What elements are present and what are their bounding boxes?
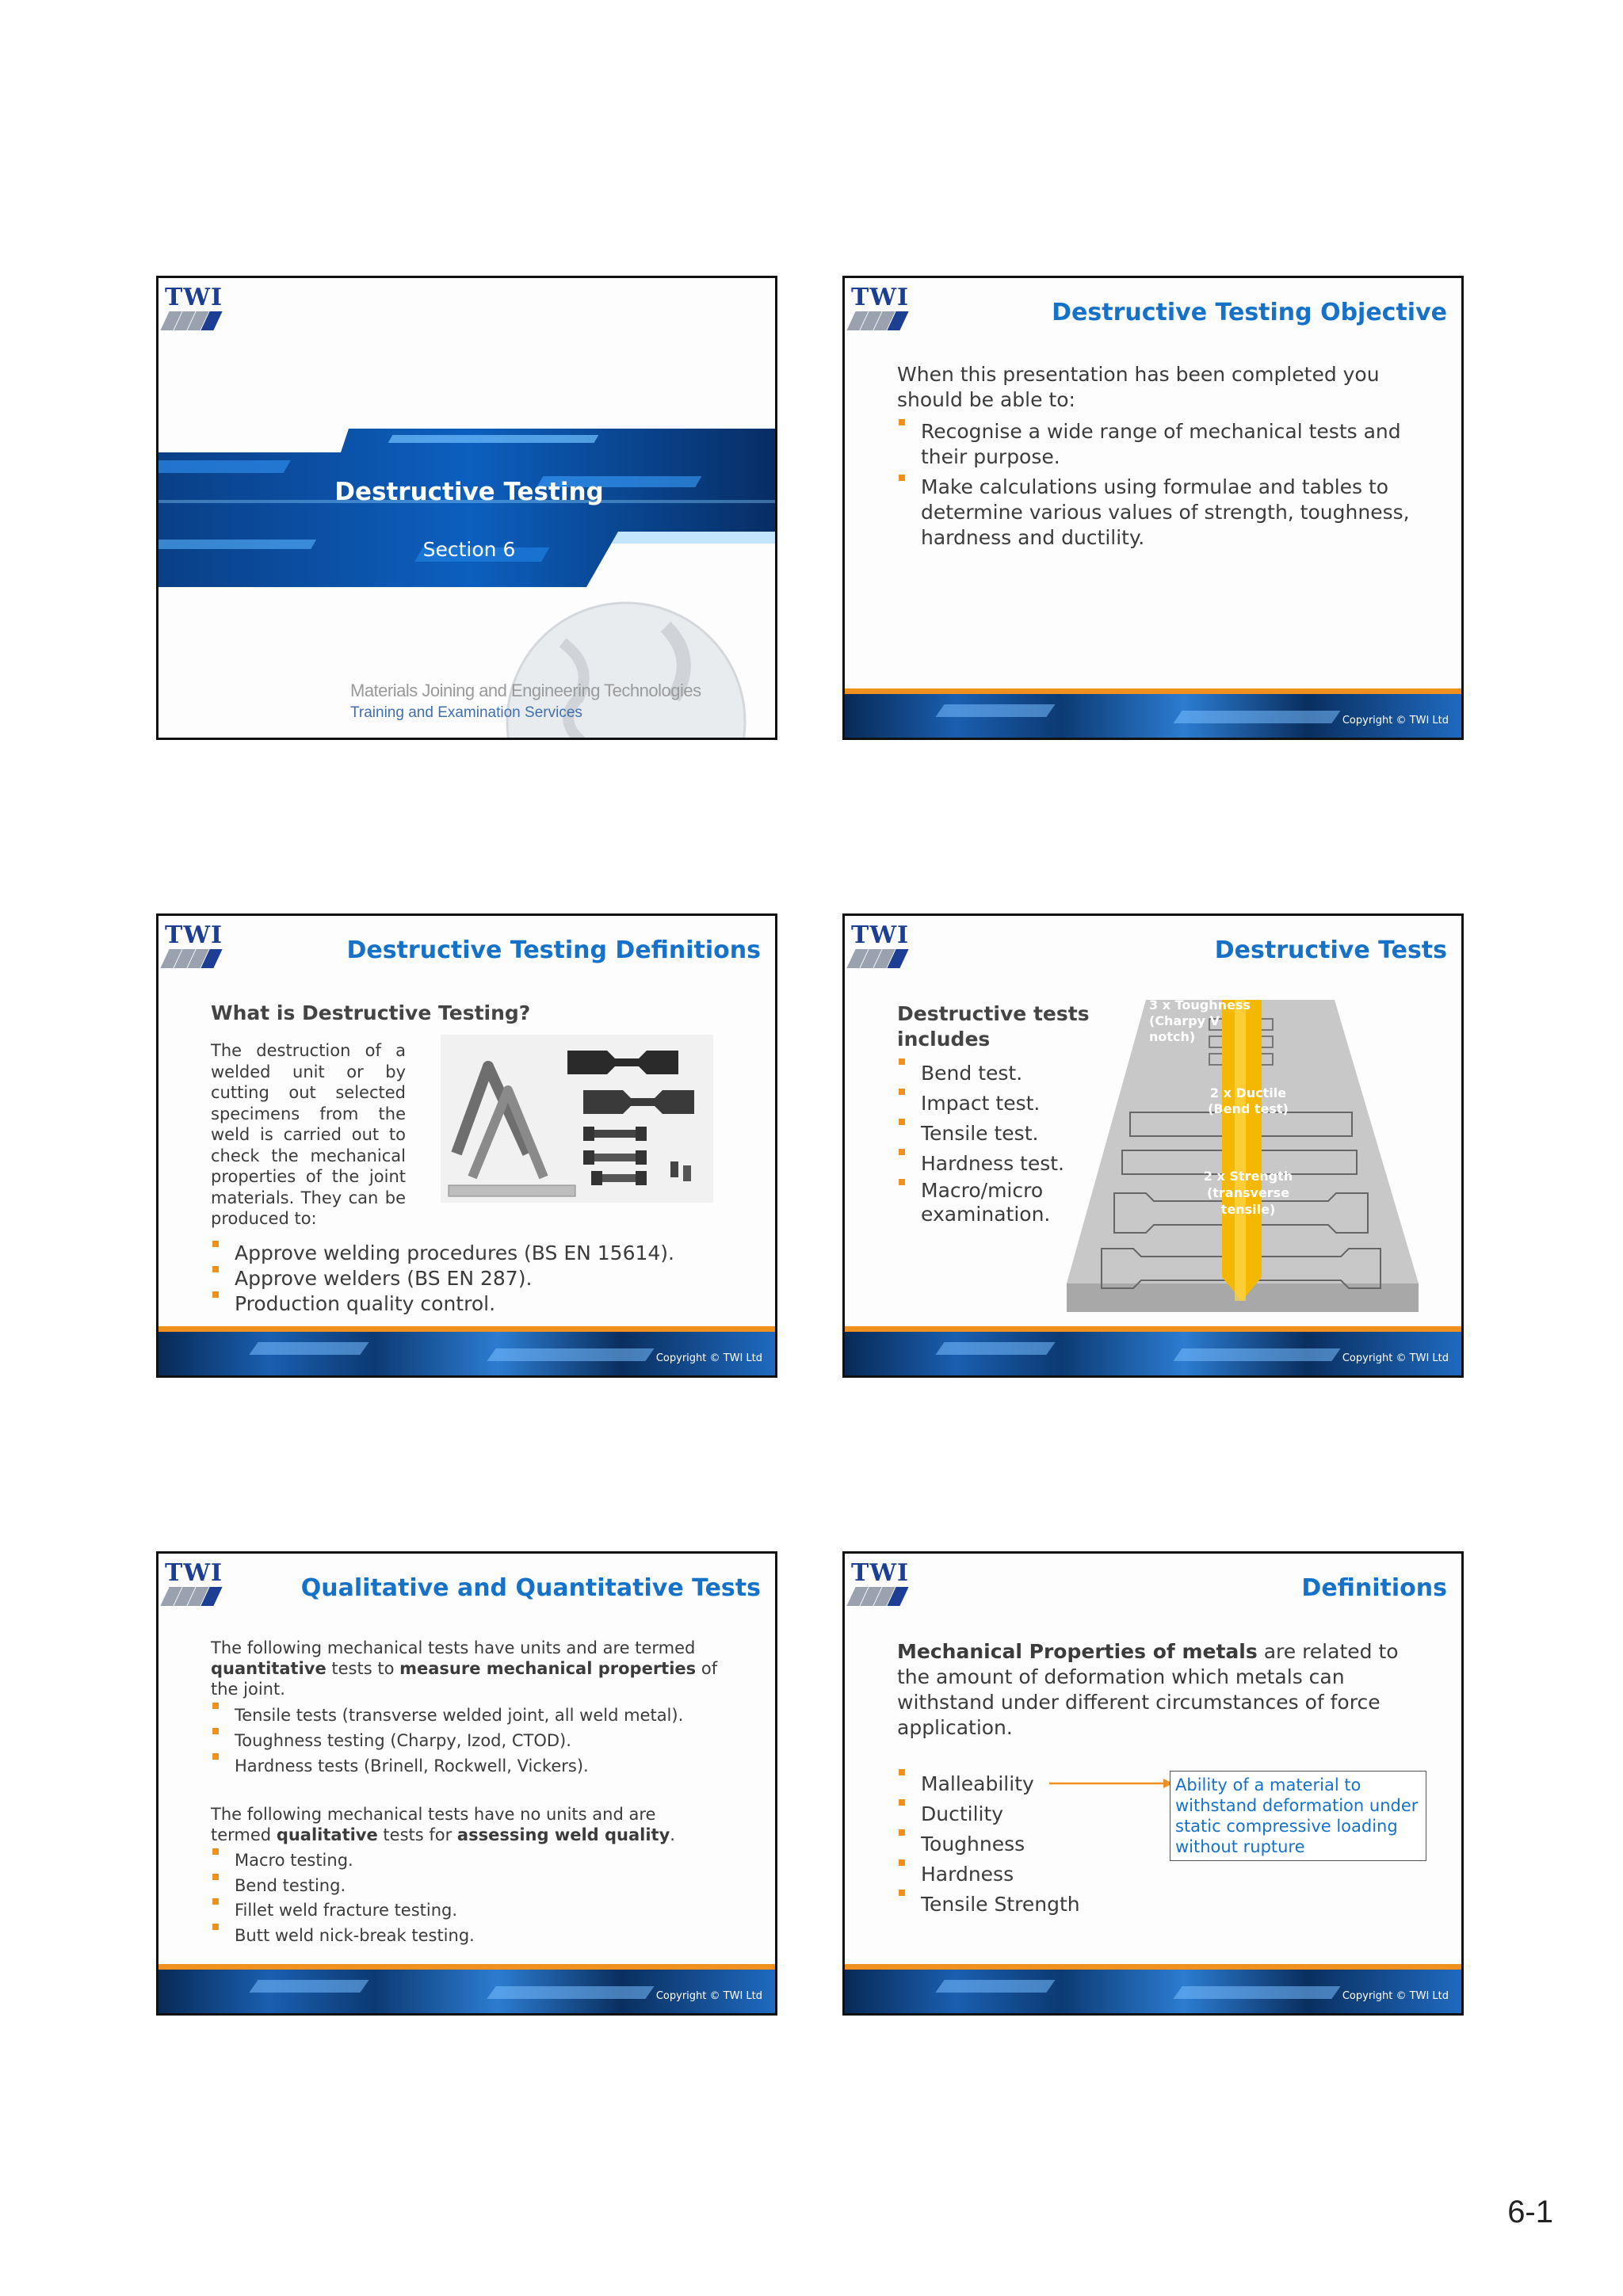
copyright-text: Copyright © TWI Ltd <box>1342 1990 1449 2002</box>
tagline-primary: Materials Joining and Engineering Technologies <box>350 681 701 700</box>
page-number: 6-1 <box>1507 2195 1553 2229</box>
list-item: Ductility <box>897 1799 1135 1829</box>
slide-title <box>156 276 777 740</box>
slide-section-label: Section 6 <box>422 538 516 561</box>
definition-body: The destruction of a welded unit or by cutting out selected specimens from the weld is carried out to check the mechanical properties of the joint materials. They can be produced to: <box>211 1041 406 1228</box>
list-item: Toughness testing (Charpy, Izod, CTOD). <box>211 1728 750 1753</box>
quantitative-intro: The following mechanical tests have units and are termed quantitative tests to measure mechanical properties of the joint. <box>211 1638 718 1699</box>
properties-list <box>897 1769 1135 1920</box>
label-ductile: 2 x Ductile (Bend test) <box>1208 1085 1289 1116</box>
slide-main-title: Destructive Testing <box>334 478 604 506</box>
purpose-list <box>211 1241 750 1317</box>
twi-logo: TWI <box>851 286 915 337</box>
list-item: Butt weld nick-break testing. <box>211 1924 750 1949</box>
list-item: Bend testing. <box>211 1874 750 1899</box>
list-item: Tensile tests (transverse welded joint, all weld metal). <box>211 1703 750 1728</box>
twi-logo: TWI <box>851 1562 915 1612</box>
title-banner-graphic <box>158 429 777 603</box>
slide-footer <box>845 688 1461 738</box>
list-item: Toughness <box>897 1829 1135 1859</box>
list-item: Approve welders (BS EN 287). <box>211 1266 750 1291</box>
slide-footer <box>845 1964 1461 2013</box>
quantitative-list <box>211 1703 750 1779</box>
slide-title: Qualitative and Quantitative Tests <box>300 1574 761 1602</box>
definitions-intro: Mechanical Properties of metals are related to the amount of deformation which metals can withstand under different circumstances of force application. <box>897 1640 1399 1739</box>
copyright-text: Copyright © TWI Ltd <box>1342 715 1449 727</box>
list-item: Macro testing. <box>211 1848 750 1874</box>
twi-logo: TWI <box>165 1562 228 1612</box>
list-item: Hardness test. <box>897 1149 1087 1179</box>
twi-logo: TWI <box>851 924 915 974</box>
label-strength: 2 x Strength (transverse tensile) <box>1203 1169 1293 1217</box>
slide-definitions-intro <box>156 913 777 1378</box>
qualitative-intro: The following mechanical tests have no units and are termed qualitative tests for assessing weld quality. <box>211 1805 675 1844</box>
twi-logo: TWI <box>165 924 228 974</box>
list-item: Recognise a wide range of mechanical tests and their purpose. <box>897 419 1436 470</box>
list-item: Bend test. <box>897 1058 1087 1089</box>
slide-title: Destructive Testing Definitions <box>346 936 761 964</box>
copyright-text: Copyright © TWI Ltd <box>1342 1352 1449 1364</box>
test-specimens-photo <box>441 1035 713 1203</box>
list-item: Impact test. <box>897 1089 1087 1119</box>
slide-definitions <box>842 1551 1464 2016</box>
copyright-text: Copyright © TWI Ltd <box>655 1990 762 2002</box>
section-heading: What is Destructive Testing? <box>211 1001 531 1024</box>
objective-list <box>897 419 1436 551</box>
qualitative-list <box>211 1848 750 1948</box>
slide-footer <box>158 1326 775 1375</box>
list-item: Approve welding procedures (BS EN 15614). <box>211 1241 750 1266</box>
slide-destructive-tests <box>842 913 1464 1378</box>
tagline-secondary: Training and Examination Services <box>350 704 582 721</box>
objective-intro: When this presentation has been completed you should be able to: <box>897 363 1380 411</box>
list-item: Hardness <box>897 1859 1135 1890</box>
slide-qualitative-quantitative <box>156 1551 777 2016</box>
callout-arrow <box>1048 1775 1174 1791</box>
list-item: Malleability <box>897 1769 1135 1799</box>
slide-footer <box>845 1326 1461 1375</box>
malleability-definition-box: Ability of a material to withstand deformation under static compressive loading without rupture <box>1170 1771 1426 1861</box>
slide-title: Destructive Testing Objective <box>1052 299 1447 326</box>
slide-title: Definitions <box>1301 1574 1447 1602</box>
slide-title: Destructive Tests <box>1214 936 1447 964</box>
list-item: Macro/micro examination. <box>897 1179 1087 1226</box>
section-heading: Destructive tests includes <box>897 1002 1090 1051</box>
list-item: Make calculations using formulae and tables to determine various values of strength, toughness, hardness and ductility. <box>897 475 1436 551</box>
twi-logo: TWI <box>165 286 228 337</box>
slide-objective <box>842 276 1464 740</box>
list-item: Fillet weld fracture testing. <box>211 1898 750 1924</box>
list-item: Hardness tests (Brinell, Rockwell, Vickers). <box>211 1753 750 1779</box>
list-item: Tensile test. <box>897 1119 1087 1149</box>
list-item: Tensile Strength <box>897 1890 1135 1920</box>
label-toughness: 3 x Toughness (Charpy V notch) <box>1149 997 1251 1044</box>
copyright-text: Copyright © TWI Ltd <box>655 1352 762 1364</box>
list-item: Production quality control. <box>211 1291 750 1317</box>
slide-footer <box>158 1964 775 2013</box>
